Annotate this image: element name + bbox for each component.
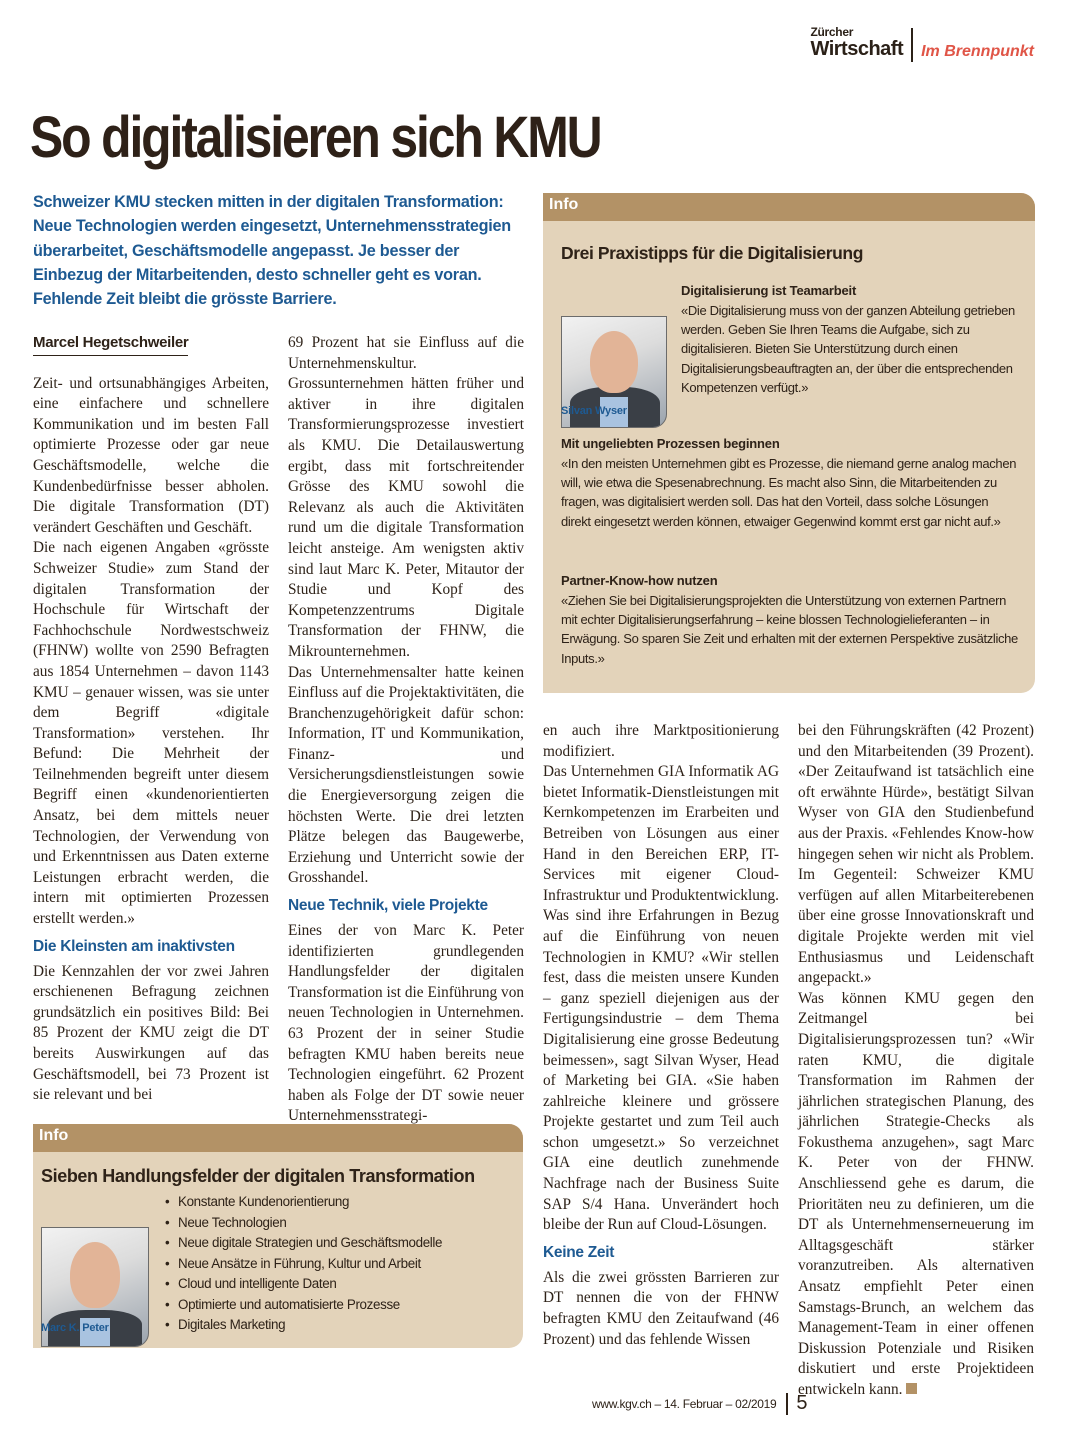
list-item: • Cloud und intelligente Daten xyxy=(165,1274,515,1295)
fields-list xyxy=(165,1192,515,1336)
info-box-fields xyxy=(33,1124,523,1348)
list-item: • Optimierte und automatisierte Prozesse xyxy=(165,1295,515,1316)
logo-big: Wirtschaft xyxy=(810,38,904,60)
info-box-title: Drei Praxistipps für die Digitalisierung xyxy=(561,243,863,263)
author-byline: Marcel Hegetschweiler xyxy=(33,333,188,356)
paragraph: Als die zwei grössten Barrieren zur DT nennen die von der FHNW befragten KMU den Zeitaufwand (46 Prozent) und das fehlende Wissen xyxy=(543,1268,779,1348)
paragraph: en auch ihre Marktpositionierung modifiziert. xyxy=(543,722,779,760)
tip-text: «In den meisten Unternehmen gibt es Prozesse, die niemand gerne analog machen will, wie etwa die Spesenabrechnung. Es macht also Sinn, die Mitarbeitenden zu fragen, was digitalisiert werden soll. Das hat den Vorteil, dass solche Lösungen direkt eingesetzt werden können, etwaiger Gegenwind kommt erst gar nicht auf.» xyxy=(561,456,1017,529)
paragraph: Zeit- und ortsunabhängiges Arbeiten, eine einfachere und schnellere Kommunikation und im besten Fall optimierte Prozesse oder gar neue Geschäftsmodelle, welche die Kundenbedürfnisse besser abholen. Die digitale Transformation (DT) verändert Geschäften und Geschäft. xyxy=(33,374,269,536)
list-item: • Neue digitale Strategien und Geschäftsmodelle xyxy=(165,1233,515,1254)
footer-divider xyxy=(786,1393,788,1415)
masthead-divider xyxy=(911,28,913,62)
article-lead: Schweizer KMU stecken mitten in der digitalen Transformation: Neue Technologien werden eingesetzt, Unternehmensstrategien überarbeitet, Geschäftsmodelle angepasst. Je besser der Einbezug der Mitarbeitenden, desto schneller geht es voran. Fehlende Zeit bleibt die grösste Barriere. xyxy=(33,193,511,309)
info-header: Info xyxy=(33,1124,523,1152)
list-item: • Neue Technologien xyxy=(165,1213,515,1234)
paragraph: Die nach eigenen Angaben «grösste Schweizer Studie» zum Stand der digitalen Transformation der Hochschule für Wirtschaft der Fachhochschule Nordwestschweiz (FHNW) wollte von 2590 Befragten aus 1854 Unternehmen – davon 1143 KMU – genauer wissen, was sie unter dem Begriff «digitale Transformation» verstehen. Ihr Befund: Die Mehrheit der Teilnehmenden begreift unter diesem Begriff einen «kundenorientierten Ansatz, bei dem mittels neuer Technologien, der Verwendung von und Erkenntnissen aus Daten externe Leistungen erbracht werden, die intern mit optimierten Prozessen erstellt werden.» xyxy=(33,539,269,928)
paragraph: Die Kennzahlen der vor zwei Jahren erschienenen Befragung zeichnen grundsätzlich ein positives Bild: Bei 85 Prozent der KMU zeigt die DT bereits Auswirkungen auf das Geschäftsmodell, bei 73 Prozent ist sie relevant und bei xyxy=(33,962,269,1104)
article-column-4 xyxy=(798,721,1034,1401)
article-column-3 xyxy=(543,721,779,1350)
tip-heading: Digitalisierung ist Teamarbeit xyxy=(681,283,857,298)
tip-text: «Die Digitalisierung muss von der ganzen Abteilung getrieben werden. Geben Sie Ihren Teams die Aufgabe, sich zu digitalisieren. Bieten Sie Unterstützung durch einen Digitalisierungsbeauftragten an, der über die entsprechenden Kompetenzen verfügt.» xyxy=(681,303,1015,395)
logo-small: Zürcher xyxy=(810,25,854,39)
paragraph: 69 Prozent hat sie Einfluss auf die Unternehmenskultur. xyxy=(288,334,524,372)
section-label: Im Brennpunkt xyxy=(921,43,1034,60)
masthead xyxy=(811,26,1035,66)
tip-heading: Partner-Know-how nutzen xyxy=(561,573,718,588)
end-mark-icon xyxy=(906,1383,917,1394)
page-title: So digitalisieren sich KMU xyxy=(30,105,601,170)
tip-heading: Mit ungeliebten Prozessen beginnen xyxy=(561,436,780,451)
info-box-tips xyxy=(543,193,1035,693)
tip-3 xyxy=(561,573,1021,682)
footer-text: www.kgv.ch – 14. Februar – 02/2019 xyxy=(592,1396,777,1411)
info-header: Info xyxy=(543,193,1035,221)
photo-caption: Marc K. Peter xyxy=(41,1322,109,1334)
tip-1 xyxy=(681,283,1021,411)
article-column-1 xyxy=(33,333,269,1106)
list-item: • Konstante Kundenorientierung xyxy=(165,1192,515,1213)
subheading: Die Kleinsten am inaktivsten xyxy=(33,937,235,955)
paragraph: Das Unternehmen GIA Informatik AG bietet Informatik-Dienstleistungen mit Kernkompetenzen im Erarbeiten und Betreiben von Lösungen aus einer Hand in den Bereichen ERP, IT-Services mit eigener Cloud-Infrastruktur und Produktentwicklung. Was sind ihre Erfahrungen in Bezug auf die Einführung von neuen Technologien in KMU? «Wir stellen fest, dass die meisten unsere Kunden – ganz speziell diejenigen aus der Fertigungsindustrie – dem Thema Digitalisierung eine grosse Bedeutung beimessen», sagt Silvan Wyser, Head of Marketing bei GIA. «Sie haben zahlreiche kleinere und grössere Projekte gestartet und zum Teil auch schon umgesetzt.» So verzeichnet GIA eine deutlich zunehmende Nachfrage nach der Business Suite SAP S/4 Hana. Unverändert hoch bleibe der Run auf Cloud-Lösungen. xyxy=(543,763,779,1234)
paragraph: Grossunternehmen hätten früher und aktiver in ihre digitalen Transformierungsprozesse investiert als KMU. Die Detailauswertung ergibt, dass mit fortschreitender Grösse des KMU sowohl die Relevanz als auch die Aktivitäten rund um die digitale Transformation leicht ansteige. Am wenigsten aktiv sind laut Marc K. Peter, Mitautor der Studie und Kopf des Kompetenzzentrums Digitale Transformation der FHNW, die Mikrounternehmen. xyxy=(288,375,524,660)
subheading: Neue Technik, viele Projekte xyxy=(288,897,488,915)
photo-caption: Silvan Wyser xyxy=(561,405,627,417)
info-box-title: Sieben Handlungsfelder der digitalen Transformation xyxy=(41,1166,475,1186)
page-footer xyxy=(592,1392,807,1415)
tip-text: «Ziehen Sie bei Digitalisierungsprojekten die Unterstützung von externen Partnern mit echter Digitalisierungserfahrung – keine blossen Technologielieferanten – in Erwägung. So sparen Sie Zeit und erhalten mit der externen Perspektive zusätzliche Inputs.» xyxy=(561,593,1018,666)
article-column-2 xyxy=(288,333,524,1127)
list-item: • Digitales Marketing xyxy=(165,1315,515,1336)
tip-2 xyxy=(561,436,1021,545)
list-item: • Neue Ansätze in Führung, Kultur und Arbeit xyxy=(165,1254,515,1275)
paragraph: Das Unternehmensalter hatte keinen Einfluss auf die Projektaktivitäten, die Branchenzugehörigkeit dafür schon: Information, IT und Kommunikation, Finanz- und Versicherungsdienstleistungen sowie die Energieversorgung zeigen die höchsten Werte. Die drei letzten Plätze belegen das Baugewerbe, Erziehung und Unterricht sowie der Grosshandel. xyxy=(288,663,524,887)
publication-logo xyxy=(811,26,904,59)
paragraph: bei den Führungskräften (42 Prozent) und den Mitarbeitenden (39 Prozent). «Der Zeitaufwand ist tatsächlich eine oft erwähnte Hürde», bestätigt Silvan Wyser von GIA den Studienbefund aus der Praxis. «Fehlendes Know-how hingegen sehen wir nicht als Problem. Im Gegenteil: Schweizer KMU verfügen auf allen Mitarbeiterebenen über eine grosse Innovationskraft und digitale Projekte werden mit viel Enthusiasmus und Leidenschaft angepackt.» xyxy=(798,722,1034,987)
paragraph: Eines der von Marc K. Peter identifizierten grundlegenden Handlungsfelder der digitalen Transformation ist die Einführung von neuen Technologien in Unternehmen. 63 Prozent der in seiner Studie befragten KMU haben bereits neue Technologien eingeführt. 62 Prozent haben als Folge der DT sowie neuer Unternehmensstrategi- xyxy=(288,922,524,1125)
subheading: Keine Zeit xyxy=(543,1243,615,1261)
paragraph: Was können KMU gegen den Zeitmangel bei Digitalisierungsprozessen tun? «Wir raten KMU, die digitale Transformation im Rahmen der jährlichen strategischen Planung, des jährlichen Strategie-Checks als Fokusthema anzugehen», sagt Marc K. Peter von der FHNW. Anschliessend gehe es darum, die Prioritäten neu zu definieren, um die DT als Unternehmenserneuerung im Alltagsgeschäft stärker voranzutreiben. Als alternativen Ansatz empfiehlt Peter einen Samstags-Brunch, an welchem das Management-Team in einer offenen Diskussion Potenziale und Risiken diskutiert und erste Projektideen entwickeln kann. xyxy=(798,989,1034,1398)
page-number: 5 xyxy=(796,1392,808,1414)
